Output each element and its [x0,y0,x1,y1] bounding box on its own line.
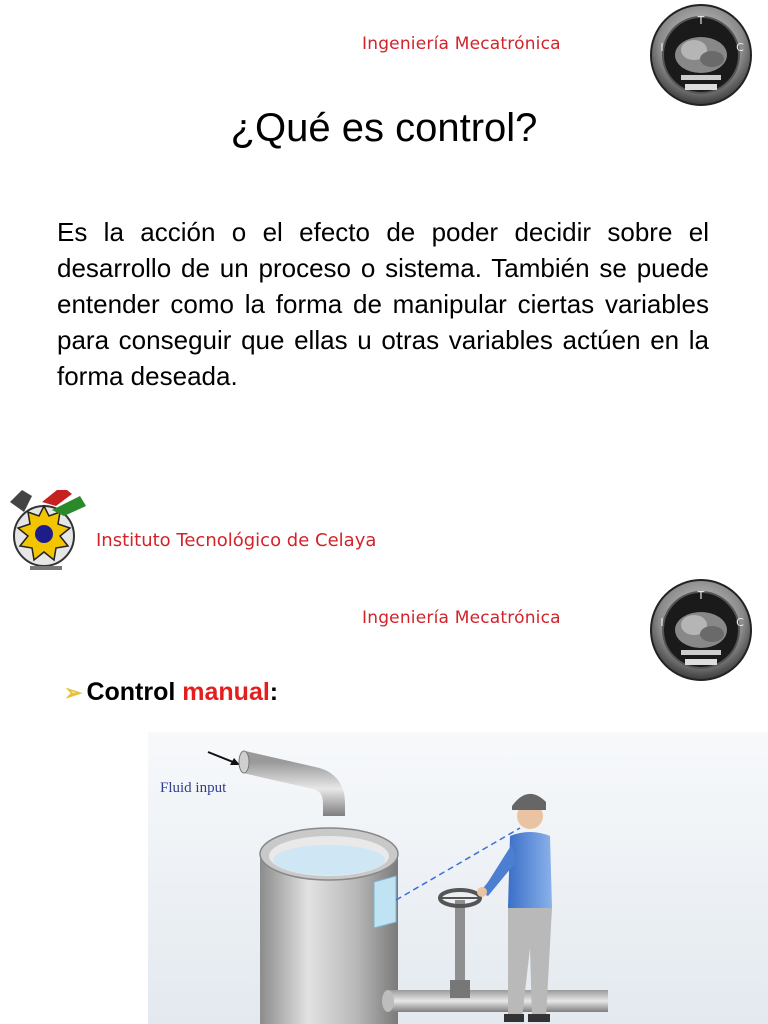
institute-name: Instituto Tecnológico de Celaya [96,530,377,551]
definition-paragraph: Es la acción o el efecto de poder decidir sobre el desarrollo de un proceso o sistema. También se puede entender como la forma de manipular ciertas variables para conseguir que ellas u otras variables actúen en la forma deseada. [57,217,709,391]
svg-text:T: T [697,589,705,602]
svg-text:I: I [660,616,664,629]
svg-text:T: T [697,14,705,27]
sight-glass [374,876,396,928]
outlet-pipe [388,990,608,1012]
liquid-surface [273,845,385,875]
fluid-input-label: Fluid input [160,780,227,796]
slide-title: ¿Qué es control? [230,106,538,150]
svg-text:C: C [736,41,744,54]
celaya-institute-logo [2,490,94,578]
bullet-suffix: : [269,678,279,706]
bullet-highlight: manual [182,678,270,706]
bullet-control-manual [64,678,278,707]
bullet-prefix: Control [86,678,183,706]
slide-2 [0,490,768,1024]
program-name: Ingeniería Mecatrónica [362,608,561,628]
arrowhead-bullet-icon: ➢ [64,680,83,705]
manual-control-illustration [148,732,768,1024]
itc-logo [648,578,754,682]
itc-logo [648,3,754,107]
svg-text:I: I [660,41,664,54]
slide-1 [0,0,768,490]
program-name: Ingeniería Mecatrónica [362,34,561,54]
svg-text:C: C [736,616,744,629]
